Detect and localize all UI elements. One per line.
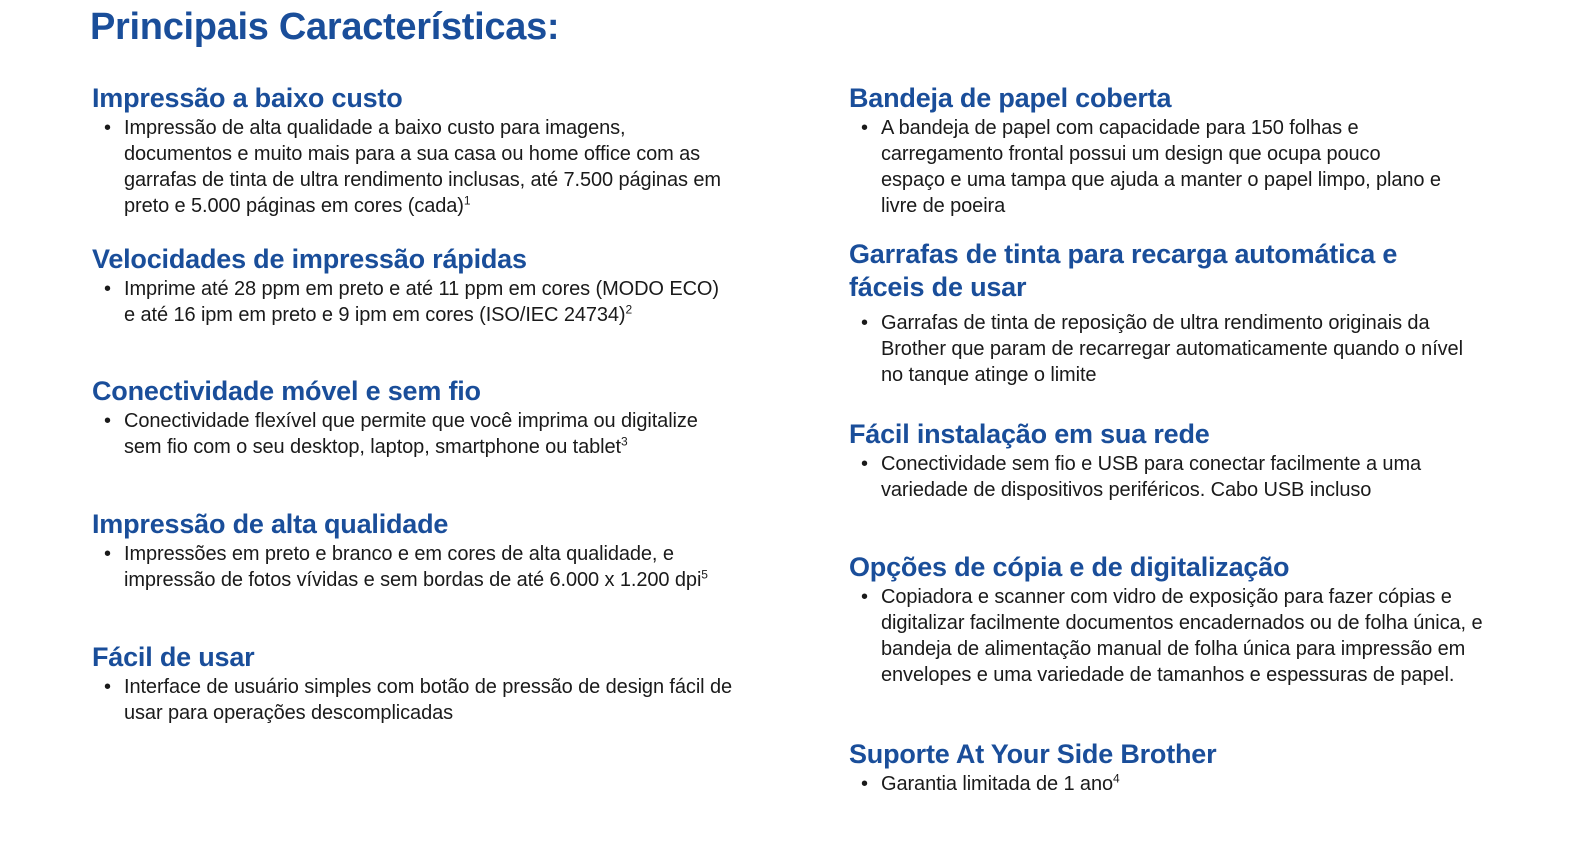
bullet-icon: • (104, 676, 111, 698)
feature-covered-paper-tray (849, 82, 1509, 219)
feature-bullet-item (849, 584, 1491, 688)
bullet-icon: • (104, 543, 111, 565)
feature-text: Conectividade sem fio e USB para conectar facilmente a uma variedade de dispositivos periféricos. Cabo USB incluso (881, 453, 1422, 501)
feature-text: Garantia limitada de 1 ano (881, 773, 1113, 795)
bullet-icon: • (861, 312, 868, 334)
feature-low-cost-printing (92, 82, 732, 219)
feature-auto-refill-ink-bottles (849, 238, 1509, 388)
bullet-icon: • (861, 586, 868, 608)
feature-wireless-connectivity (92, 375, 732, 460)
footnote-marker: 2 (625, 302, 633, 317)
feature-heading: Fácil de usar (92, 642, 255, 672)
feature-easy-network-install (849, 418, 1509, 503)
feature-heading: Impressão de alta qualidade (92, 509, 449, 539)
feature-bullet-item (92, 276, 732, 328)
feature-bullet-item (92, 674, 732, 726)
feature-heading: Velocidades de impressão rápidas (92, 244, 527, 274)
feature-text: Copiadora e scanner com vidro de exposição para fazer cópias e digitalizar facilmente documentos encadernados ou de folha única, e bandeja de alimentação manual de folha única para impressão em envelopes e uma variedade de tamanhos e espessuras de papel. (881, 586, 1483, 686)
feature-bullet-item (92, 541, 732, 593)
footnote-marker: 3 (621, 434, 628, 449)
feature-easy-to-use (92, 641, 732, 726)
feature-at-your-side-support (849, 738, 1509, 797)
bullet-icon: • (104, 117, 111, 139)
feature-text: Impressão de alta qualidade a baixo custo para imagens, documentos e muito mais para a sua casa ou home office com as garrafas de tinta de ultra rendimento inclusas, até 7.500 páginas em preto e 5.000 páginas em cores (cada) (124, 117, 721, 217)
feature-print-speed (92, 243, 732, 328)
bullet-icon: • (104, 278, 111, 300)
page-title: Principais Características: (90, 6, 560, 48)
bullet-icon: • (861, 453, 868, 475)
feature-text: A bandeja de papel com capacidade para 150 folhas e carregamento frontal possui um design que ocupa pouco espaço e uma tampa que ajuda a manter o papel limpo, plano e livre de poeira (881, 117, 1441, 217)
feature-heading: Opções de cópia e de digitalização (849, 552, 1290, 582)
feature-text: Imprime até 28 ppm em preto e até 11 ppm em cores (MODO ECO) e até 16 ipm em preto e 9 ipm em cores (ISO/IEC 24734) (124, 278, 719, 326)
feature-text: Conectividade flexível que permite que você imprima ou digitalize sem fio com o seu desktop, laptop, smartphone ou tablet (124, 410, 698, 458)
feature-bullet-item (92, 115, 732, 219)
bullet-icon: • (104, 410, 111, 432)
feature-heading: Fácil instalação em sua rede (849, 419, 1210, 449)
feature-text: Garrafas de tinta de reposição de ultra rendimento originais da Brother que param de recarregar automaticamente quando o nível no tanque atinge o limite (881, 312, 1463, 386)
feature-heading: Bandeja de papel coberta (849, 83, 1172, 113)
feature-text: Interface de usuário simples com botão de pressão de design fácil de usar para operações descomplicadas (124, 676, 733, 724)
bullet-icon: • (861, 773, 868, 795)
feature-bullet-item (849, 451, 1501, 503)
feature-high-quality (92, 508, 732, 593)
footnote-marker: 1 (463, 193, 471, 208)
feature-copy-scan-options (849, 551, 1509, 688)
bullet-icon: • (861, 117, 868, 139)
feature-bullet-item (849, 115, 1441, 219)
feature-heading: Conectividade móvel e sem fio (92, 376, 481, 406)
footnote-marker: 5 (701, 567, 708, 582)
footnote-marker: 4 (1113, 771, 1120, 786)
feature-heading: Impressão a baixo custo (92, 83, 403, 113)
feature-bullet-item (92, 408, 732, 460)
feature-bullet-item (849, 310, 1481, 388)
feature-bullet-item (849, 771, 1509, 797)
feature-heading: Suporte At Your Side Brother (849, 739, 1217, 769)
feature-text: Impressões em preto e branco e em cores de alta qualidade, e impressão de fotos vívidas e sem bordas de até 6.000 x 1.200 dpi (124, 543, 702, 591)
feature-heading: Garrafas de tinta para recarga automática e fáceis de usar (849, 239, 1398, 302)
